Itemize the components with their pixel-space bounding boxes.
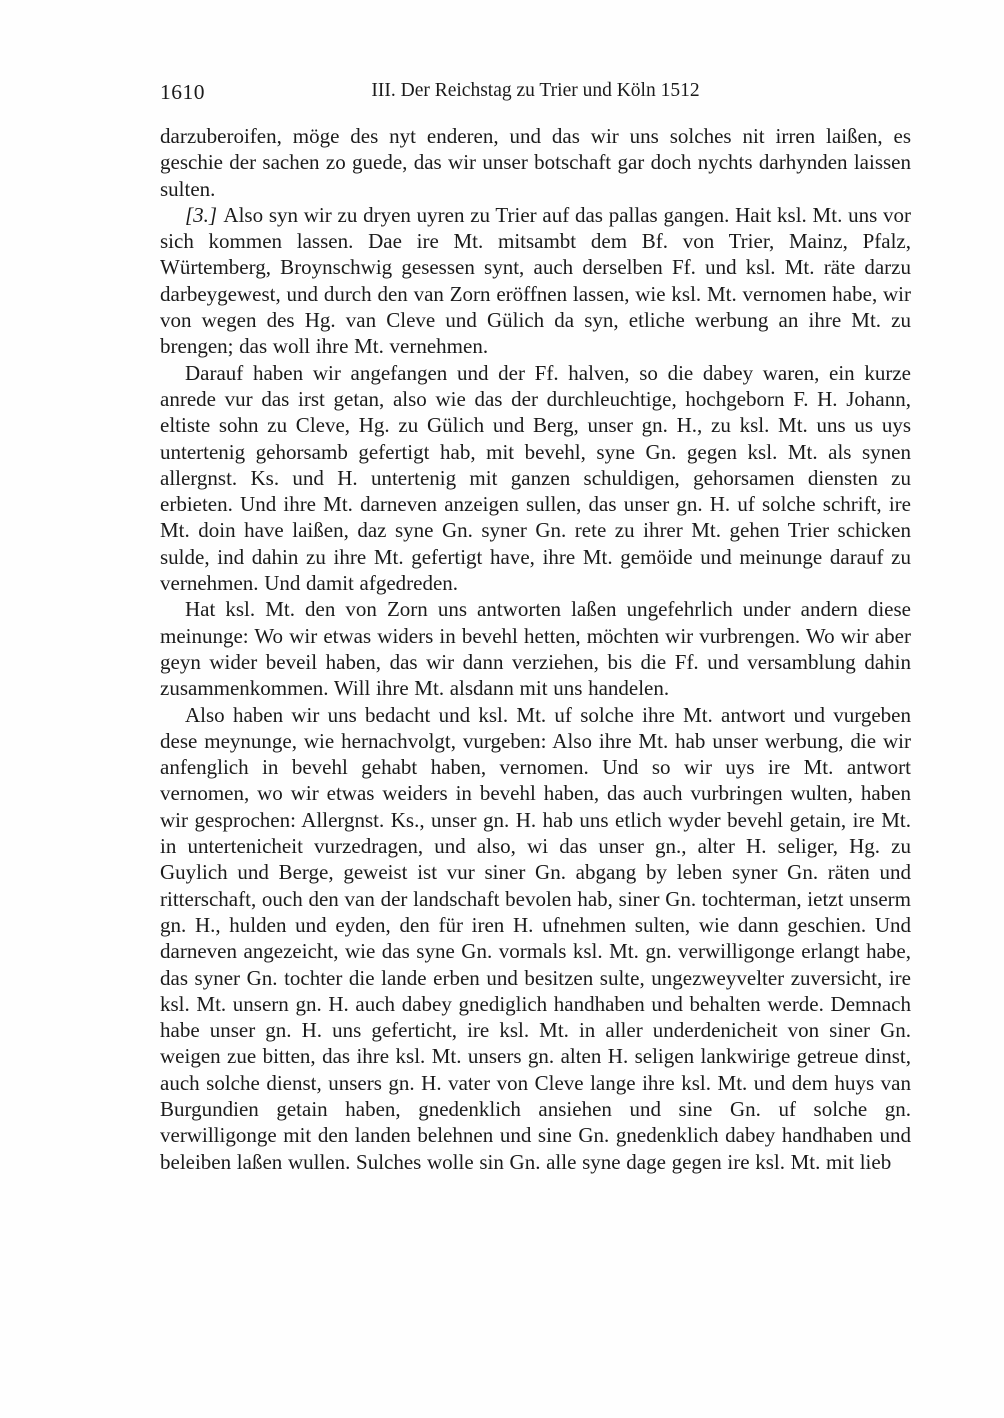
running-title: III. Der Reichstag zu Trier und Köln 1512: [371, 80, 700, 101]
paragraph-text: Also syn wir zu dryen uyren zu Trier auf das pallas gangen. Hait ksl. Mt. uns vor sich kommen lassen. Dae ire Mt. mitsambt dem Bf. von Trier, Mainz, Pfalz, Würtemberg, Broynschwig gesessen synt, auch derselben Ff. und ksl. Mt. räte darzu darbeygewest, und durch den van Zorn eröffnen lassen, wie ksl. Mt. vernomen habe, wir von wegen des Hg. van Cleve und Gülich da syn, etliche werbung an ihre Mt. zu brengen; das woll ihre Mt. vernehmen.: [160, 202, 911, 359]
paragraph-text: Also haben wir uns bedacht und ksl. Mt. uf solche ihre Mt. antwort und vurgeben dese meynunge, wie hernachvolgt, vurgeben: Also ihre Mt. hab unser werbung, die wir anfenglich in bevehl gehabt haben, vernomen. Und so wir uys ire Mt. antwort vernomen, wo wir etwas weiders in bevehl haben, das auch vurbringen wulten, haben wir gesprochen: Allergnst. Ks., unser gn. H. hab uns etlich wyder bevehl getain, ire Mt. in untertenicheit vurzedragen, und also, wi das unser gn., alter H. seliger, Hg. zu Guylich und Berge, geweist ist vur siner Gn. abgang by leben syner Gn. räten und ritterschaft, ouch den van der landschaft bevolen hab, siner Gn. tochterman, ietzt unserm gn. H., hulden und eyden, den für iren H. ufnehmen sulten, wie dann geschien. Und darneven angezeicht, wie das syne Gn. vormals ksl. Mt. gn. verwilligonge erlangt habe, das syner Gn. tochter die lande erben und besitzen sulte, ungezweyvelter zuversicht, ire ksl. Mt. unsern gn. H. auch dabey gnediglich handhaben und behalten werde. Demnach habe unser gn. H. uns geferticht, ire ksl. Mt. in aller underdenicheit von siner Gn. weigen zue bitten, das ihre ksl. Mt. unsers gn. alten H. seligen lankwirige getreue dinst, auch solche dienst, unsers gn. H. vater von Cleve lange ihre ksl. Mt. und dem huys van Burgundien getain haben, gnedenklich ansiehen und sine Gn. uf solche gn. verwilligonge mit den landen belehnen und sine Gn. gnedenklich dabey handhaben und beleiben laßen wullen. Sulches wolle sin Gn. alle syne dage gegen ire ksl. Mt. mit lieb: [160, 702, 911, 1174]
paragraph: [160, 596, 911, 701]
paragraph: [160, 360, 911, 597]
body-text: [160, 123, 911, 1175]
paragraph: [160, 123, 911, 202]
paragraph-text: darzuberoifen, möge des nyt enderen, und das wir uns solches nit irren laißen, es geschie der sachen zo guede, das wir unser botschaft gar doch nychts darhynden laissen sulten.: [160, 124, 911, 201]
paragraph-marker: [3.]: [185, 202, 218, 227]
paragraph: [160, 202, 911, 360]
paragraph: [160, 702, 911, 1175]
paragraph-text: Hat ksl. Mt. den von Zorn uns antworten laßen ungefehrlich under andern diese meinunge: Wo wir etwas widers in bevehl hetten, möchten wir vurbrengen. Wo wir aber geyn wider beveil haben, das wir dann verziehen, bis die Ff. und versamblung dahin zusammenkommen. Will ihre Mt. alsdann mit uns handelen.: [160, 597, 911, 701]
text-block: [160, 80, 911, 1175]
page-header: [160, 80, 911, 106]
page-number: 1610: [160, 80, 205, 104]
paragraph-text: Darauf haben wir angefangen und der Ff. halven, so die dabey waren, ein kurze anrede vur das irst getan, also wie das der durchleuchtige, hochgeborn F. H. Johann, eltiste sohn zu Cleve, Hg. zu Gülich und Berg, unser gn. H., zu ksl. Mt. uns us uys untertenig gehorsamb gefertigt hab, mit bevehl, syne Gn. gegen ksl. Mt. als synen allergnst. Ks. und H. untertenig mit ganzen schuldigen, gehorsamen diensten zu erbieten. Und ihre Mt. darneven anzeigen sullen, das unser gn. H. uf solche schrift, ire Mt. doin have laißen, daz syne Gn. syner Gn. rete zu ihrer Mt. gehen Trier schicken sulde, ind dahin zu ihre Mt. gefertigt have, ihre Mt. gemöide und meinunge darauf zu vernehmen. Und damit afgedreden.: [160, 360, 911, 596]
